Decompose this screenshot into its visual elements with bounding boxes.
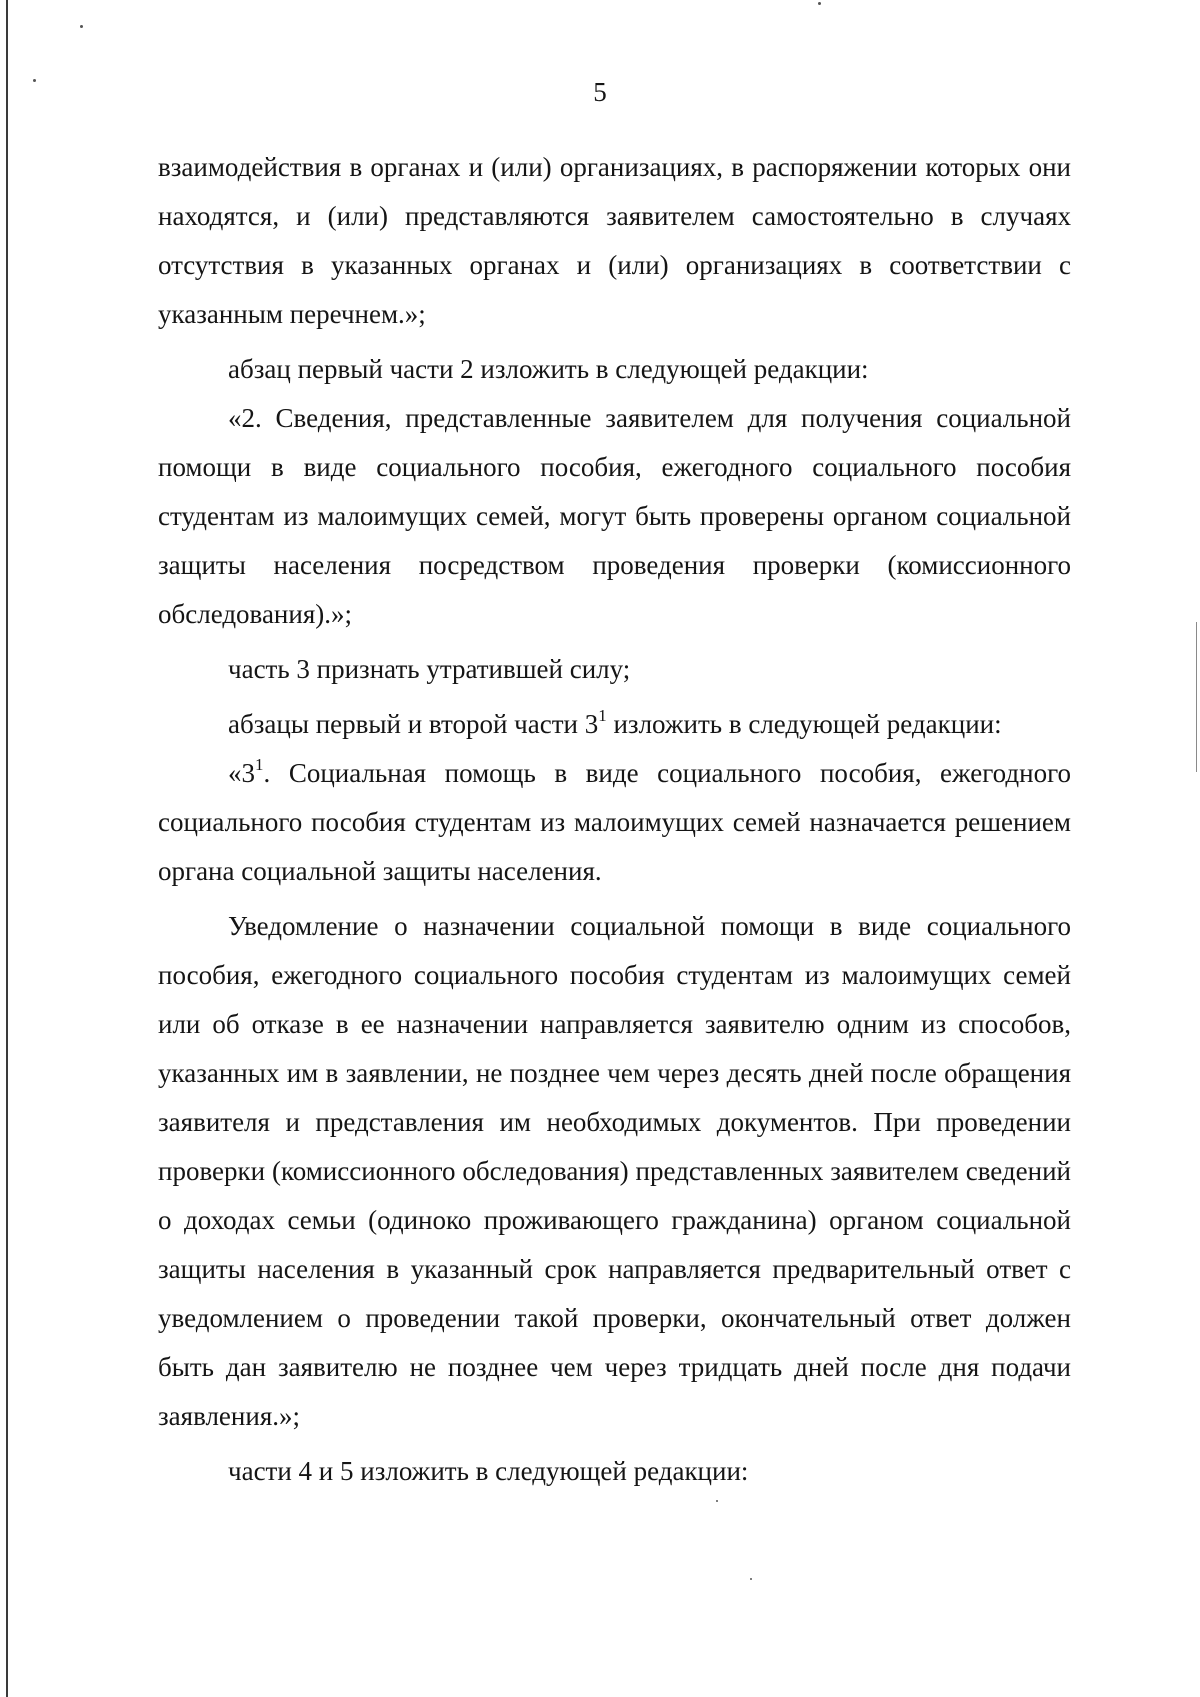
paragraph [158,749,1071,896]
text-run: «3 [228,758,255,788]
paragraph: Уведомление о назначении социальной помощи в виде социального пособия, ежегодного социального пособия студентам из малоимущих семей или об отказе в ее назначении направляется заявителю одним из способов, указанных им в заявлении, не позднее чем через десять дней после обращения заявителя и представления им необходимых документов. При проведении проверки (комиссионного обследования) представленных заявителем сведений о доходах семьи (одиноко проживающего гражданина) органом социальной защиты населения в указанный срок направляется предварительный ответ с уведомлением о проведении такой проверки, окончательный ответ должен быть дан заявителю не позднее чем через тридцать дней после дня подачи заявления.»; [158,911,1071,1431]
text-run: изложить в следующей редакции: [606,709,1002,739]
paragraph: взаимодействия в органах и (или) организациях, в распоряжении которых они находятся, и (или) представляются заявителем самостоятельно в случаях отсутствия в указанных органах и (или) организациях в соответствии с указанным перечнем.»; [158,152,1071,329]
paragraph: «2. Сведения, представленные заявителем для получения социальной помощи в виде социального пособия, ежегодного социального пособия студентам из малоимущих семей, могут быть проверены органом социальной защиты населения посредством проведения проверки (комиссионного обследования).»; [158,403,1071,629]
page-number: 5 [593,77,607,107]
document-body [158,143,1071,1496]
paragraph: части 4 и 5 изложить в следующей редакции: [228,1456,749,1486]
paragraph [158,700,1071,749]
scan-speck [80,25,83,28]
superscript: 1 [598,706,607,725]
scan-speck [716,1500,718,1502]
scan-speck [818,2,821,5]
text-run: . Социальная помощь в виде социального пособия, ежегодного социального пособия студентам из малоимущих семей назначается решением органа социальной защиты населения. [158,758,1071,886]
paragraph: абзац первый части 2 изложить в следующей редакции: [228,354,869,384]
text-run: абзацы первый и второй части 3 [228,709,599,739]
superscript: 1 [255,755,264,774]
scan-left-border [6,0,8,1697]
scan-right-mark [1196,622,1197,772]
paragraph: часть 3 признать утратившей силу; [228,654,631,684]
scan-speck [750,1578,752,1580]
